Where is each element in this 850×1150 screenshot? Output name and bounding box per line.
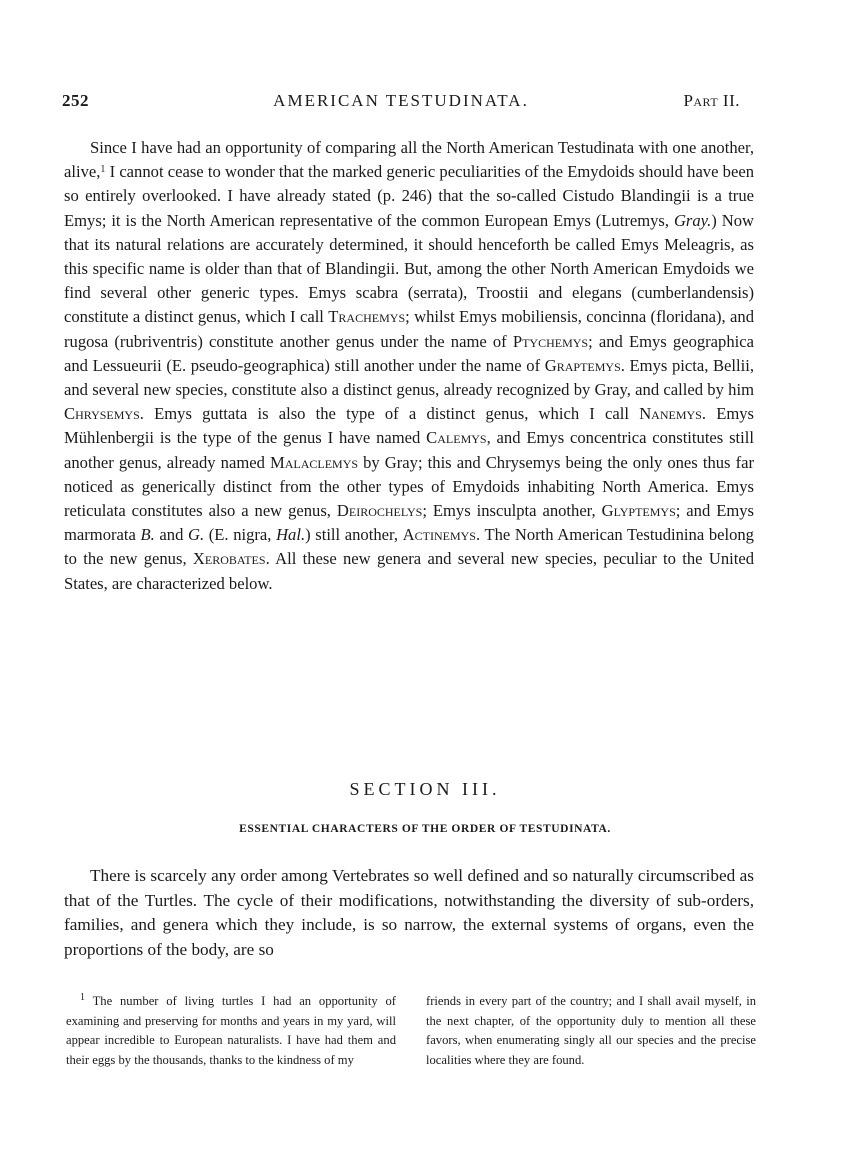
genus-nanemys: Nanemys (639, 404, 702, 424)
genus-actinemys: Actinemys (402, 525, 476, 545)
footnote-reference: 1 (100, 164, 106, 176)
footnote-text-right: friends in every part of the country; and I shall avail myself, in the next chapter, of the opportunity duly to mention all these favors, when enumerating singly all our species and the precise localities where they are found. (426, 994, 756, 1067)
text-run: . The North American Testudinina belong to the new genus, (64, 525, 754, 569)
genus-malaclemys: Malaclemys (269, 452, 359, 472)
authority-hal: Hal. (276, 525, 306, 545)
section-paragraph (64, 864, 754, 962)
text-run: I cannot cease to wonder that the marked generic peculiarities of the Emydoids should have been so entirely overlooked. I have already stated (p. 246) that the so-called Cistudo Blandingii is a true Emys; it is the North American representative of the common European Emys (Lutremys, (64, 162, 754, 230)
text-run: . Emys Mühlenbergii is the type of the genus I have named (64, 404, 754, 448)
genus-xerobates: Xerobates (192, 549, 266, 569)
paragraph-text (64, 136, 754, 596)
footnote-right-column (426, 992, 756, 1070)
genus-graptemys: Graptemys (544, 355, 621, 375)
footnote (66, 992, 756, 1102)
genus-deirochelys: Deirochelys (336, 501, 423, 521)
page-number: 252 (62, 91, 89, 110)
section-subheading: ESSENTIAL CHARACTERS OF THE ORDER OF TESTUDINATA. (239, 823, 611, 835)
text-run: , and Emys concentrica constitutes still another genus, already named (64, 428, 754, 472)
text-run: and (154, 525, 188, 545)
running-head (62, 91, 740, 115)
footnote-marker: 1 (80, 992, 85, 1003)
text-run: ; Emys insculpta another, (422, 501, 602, 521)
genus-glyptemys: Glyptemys (601, 501, 676, 521)
genus-trachemys: Trachemys (328, 307, 406, 327)
text-run: ) Now that its natural relations are accurately determined, it should henceforth be called Emys Meleagris, as this specific name is older than that of Blandingii. But, among the other North American Emydoids we find several other generic types. Emys scabra (serrata), Troostii and elegans (cumberlandensis) constitute a distinct genus, which I call (64, 210, 754, 327)
text-run: ; and Emys marmorata (64, 501, 754, 545)
running-title: AMERICAN TESTUDINATA. (273, 91, 529, 110)
genus-chrysemys: Chrysemys (64, 404, 140, 424)
text-run: . All these new genera and several new species, peculiar to the United States, are characterized below. (64, 549, 754, 593)
genus-ptychemys: Ptychemys (512, 331, 589, 351)
text-run: . Emys guttata is also the type of a distinct genus, which I call (139, 404, 640, 424)
genus-calemys: Calemys (426, 428, 487, 448)
text-run: ; and Emys geographica and Lessueurii (E. pseudo-geographica) still another under the name of (64, 331, 754, 375)
footnote-left-column (66, 992, 396, 1070)
footnote-text-left: The number of living turtles I had an opportunity of examining and preserving for months and years in my yard, will appear incredible to European naturalists. I have had them and their eggs by the thousands, thanks to the kindness of my (66, 994, 396, 1067)
text-run: by Gray; this and Chrysemys being the only ones thus far noticed as generically distinct from the other types of Emydoids inhabiting North America. Emys reticulata constitutes also a new genus, (64, 452, 754, 521)
text-run: ) still another, (305, 525, 403, 545)
authority-b: B. (140, 525, 155, 545)
text-run: . Emys picta, Bellii, and several new species, constitute also a distinct genus, already recognized by Gray, and called by him (64, 355, 754, 400)
text-run: ; whilst Emys mobiliensis, concinna (floridana), and rugosa (rubriventris) constitute another genus under the name of (64, 307, 754, 351)
authority-g: G. (188, 525, 205, 545)
authority-gray: Gray. (673, 210, 712, 230)
section-paragraph-text: There is scarcely any order among Vertebrates so well defined and so naturally circumscribed as that of the Turtles. The cycle of their modifications, notwithstanding the diversity of sub-orders, families, and genera which they include, is so narrow, the external systems of organs, even the proportions of the body, are so (64, 866, 754, 959)
part-label: Part II. (683, 91, 740, 110)
text-run: Since I have had an opportunity of comparing all the North American Testudinata with one another, alive, (64, 138, 754, 182)
text-run: (E. nigra, (204, 525, 277, 545)
main-paragraph (64, 136, 754, 596)
section-heading: SECTION III. (349, 779, 501, 799)
